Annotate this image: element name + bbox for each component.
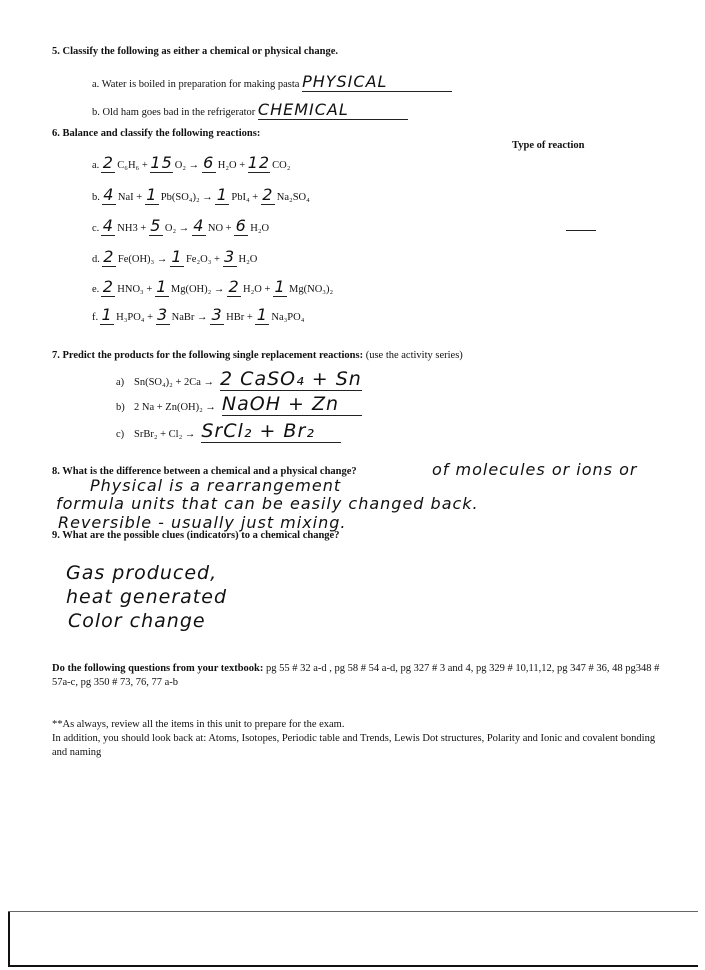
- coefficient-2: 3: [157, 305, 169, 324]
- term-4: Na₃PO₄: [271, 312, 305, 323]
- term-1: Fe(OH)₃ →: [117, 254, 170, 265]
- term-3: H₂O +: [217, 160, 248, 171]
- coefficient-4: 2: [262, 185, 274, 204]
- q9-answer-line1: Gas produced,: [66, 562, 218, 584]
- q8-heading: 8. What is the difference between a chemical and a physical change?: [52, 466, 357, 477]
- textbook-assignment-label: Do the following questions from your textbook:: [52, 663, 264, 674]
- term-1: HNO₃ +: [117, 284, 155, 295]
- coefficient-4: 6: [235, 216, 247, 235]
- term-4: CO₂: [272, 160, 291, 171]
- coefficient-3: 3: [223, 247, 236, 266]
- term-1: H₃PO₄ +: [116, 312, 156, 323]
- scan-border-bottom: [8, 965, 698, 967]
- term-3: PbI₄ +: [231, 192, 261, 203]
- q7-item-answer: 2 CaSO₄ + Sn: [220, 368, 362, 390]
- reaction-row: [92, 305, 304, 325]
- coefficient-2: 15: [150, 153, 173, 172]
- q7-heading-bold: 7. Predict the products for the following single replacement reactions:: [52, 350, 364, 361]
- q8-answer-line2: Physical is a rearrangement: [90, 476, 342, 495]
- term-4: H₂O: [250, 223, 270, 234]
- term-4: Na₂SO₄: [276, 192, 310, 203]
- q8-answer-line1: of molecules or ions or: [432, 460, 638, 479]
- q9-answer-line2: heat generated: [66, 586, 227, 608]
- q7-item-reactants: Sn(SO₄)₂ + 2Ca →: [134, 377, 215, 388]
- q5-a-text: a. Water is boiled in preparation for making pasta: [92, 79, 300, 90]
- q6-heading: 6. Balance and classify the following reactions:: [52, 128, 261, 139]
- q7-item-label: c): [116, 429, 125, 440]
- coefficient-3: 4: [193, 216, 205, 235]
- q7-item-reactants: 2 Na + Zn(OH)₂ →: [134, 402, 216, 413]
- coefficient-4: 1: [256, 305, 268, 324]
- textbook-assignment-pages: pg 55 # 32 a-d , pg 58 # 54 a-d, pg 327 # 3 and 4, pg 329 # 10,11,12, pg 347 # 36, 48 pg348 # 57a-c, pg 350 # 73, 76, 77 a-b: [52, 663, 660, 688]
- q7-heading-note: (use the activity series): [363, 350, 463, 361]
- reaction-type-blank: [566, 230, 596, 231]
- reaction-label: a.: [92, 160, 100, 171]
- reaction-label: b.: [92, 192, 100, 203]
- scan-border-top: [8, 911, 698, 912]
- q9-answer-line3: Color change: [68, 610, 206, 632]
- reaction-row: [92, 247, 257, 267]
- term-1: NaI +: [117, 192, 145, 203]
- term-3: NO +: [207, 223, 235, 234]
- reaction-row: [92, 153, 290, 173]
- q7-item: [116, 420, 341, 443]
- reaction-label: f.: [92, 312, 99, 323]
- q7-item-answer: SrCl₂ + Br₂: [201, 420, 341, 443]
- q5-a-answer: PHYSICAL: [302, 72, 452, 92]
- reaction-label: c.: [92, 223, 100, 234]
- coefficient-1: 2: [102, 153, 114, 172]
- q7-item-answer: NaOH + Zn: [222, 393, 362, 416]
- q8-answer-line3: formula units that can be easily changed back.: [56, 494, 479, 513]
- reaction-row: [92, 277, 333, 297]
- coefficient-1: 2: [103, 247, 115, 266]
- q7-item: [116, 393, 362, 416]
- review-note: [52, 718, 672, 760]
- q5-b-answer: CHEMICAL: [258, 100, 408, 120]
- coefficient-1: 4: [102, 216, 114, 235]
- term-4: Mg(NO₃)₂: [289, 284, 334, 295]
- coefficient-4: 1: [274, 277, 286, 296]
- term-3: H₂O +: [243, 284, 274, 295]
- term-3: H₂O: [238, 254, 258, 265]
- scan-border-left: [8, 912, 10, 967]
- q5-heading: 5. Classify the following as either a chemical or physical change.: [52, 46, 339, 57]
- coefficient-3: 2: [228, 277, 240, 296]
- review-note-line2: In addition, you should look back at: Atoms, Isotopes, Periodic table and Trends, Lewis Dot structures, Polarity and Ionic and covalent bonding and naming: [52, 733, 656, 758]
- q7-item-label: b): [116, 402, 125, 413]
- coefficient-3: 3: [211, 305, 223, 324]
- q9-heading: 9. What are the possible clues (indicators) to a chemical change?: [52, 530, 340, 541]
- review-note-line1: **As always, review all the items in this unit to prepare for the exam.: [52, 719, 345, 730]
- coefficient-1: 2: [102, 277, 114, 296]
- coefficient-3: 6: [203, 153, 215, 172]
- term-2: O₂ →: [174, 160, 202, 171]
- term-2: O₂ →: [164, 223, 192, 234]
- coefficient-2: 1: [171, 247, 183, 266]
- q7-item-label: a): [116, 377, 125, 388]
- coefficient-2: 1: [146, 185, 158, 204]
- coefficient-1: 4: [103, 185, 115, 204]
- q5-b-text: b. Old ham goes bad in the refrigerator: [92, 107, 256, 118]
- coefficient-2: 5: [150, 216, 162, 235]
- coefficient-1: 1: [101, 305, 113, 324]
- q7-item-reactants: SrBr₂ + Cl₂ →: [134, 429, 196, 440]
- type-of-reaction-header: Type of reaction: [512, 140, 585, 151]
- q8-answer-line4: Reversible - usually just mixing.: [58, 513, 347, 532]
- coefficient-4: 12: [247, 153, 271, 172]
- textbook-assignment: [52, 662, 672, 690]
- term-2: Fe₂O₃ +: [185, 254, 223, 265]
- term-2: NaBr →: [171, 312, 211, 323]
- term-3: HBr +: [226, 312, 256, 323]
- term-2: Pb(SO₄)₂ →: [160, 192, 216, 203]
- coefficient-3: 1: [216, 185, 228, 204]
- reaction-row: [92, 216, 269, 236]
- q5-b-prompt: [92, 100, 408, 120]
- term-2: Mg(OH)₂ →: [170, 284, 228, 295]
- term-1: C₆H₆ +: [117, 160, 151, 171]
- q7-item: [116, 368, 362, 391]
- term-1: NH3 +: [117, 223, 149, 234]
- coefficient-2: 1: [156, 277, 168, 296]
- q5-a-prompt: [92, 72, 452, 92]
- reaction-label: d.: [92, 254, 100, 265]
- q7-heading: [52, 350, 463, 361]
- reaction-row: [92, 185, 310, 205]
- reaction-label: e.: [92, 284, 100, 295]
